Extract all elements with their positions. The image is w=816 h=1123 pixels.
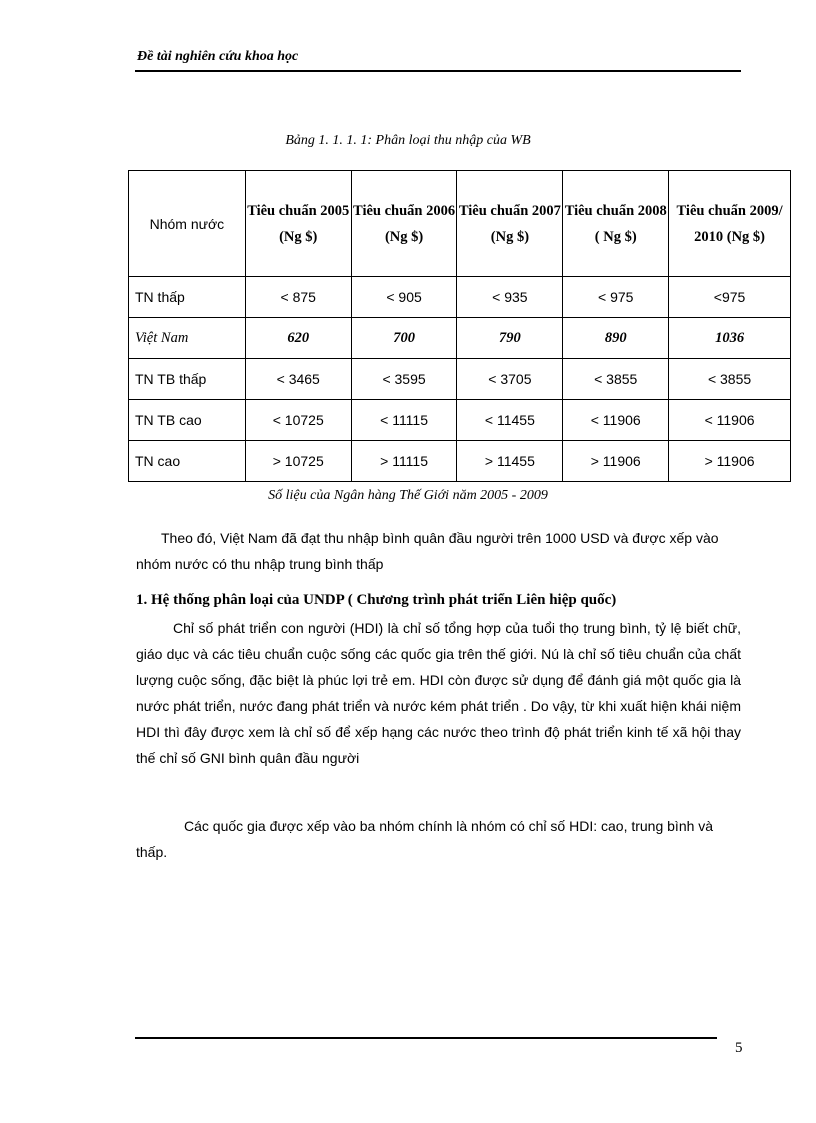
income-classification-table [128,170,791,482]
table-cell: < 3465 [245,359,351,400]
column-header: Nhóm nước [129,171,246,277]
page-number: 5 [735,1040,743,1056]
column-header: Tiêu chuẩn 2005 (Ng $) [245,171,351,277]
table-row [129,359,791,400]
table-cell: > 11455 [457,441,563,482]
paragraph: Chỉ số phát triển con người (HDI) là chỉ số tổng hợp của tuổi thọ trung bình, tỷ lệ biết chữ, giáo dục và các tiêu chuẩn cuộc sống các quốc gia trên thế giới. Nú là chỉ số tiêu chuẩn của chất lượng cuộc sống, đặc biệt là phúc lợi trẻ em. HDI còn được sử dụng để đánh giá một quốc gia là nước phát triển, nước đang phát triển và nước kém phát triển . Do vậy, từ khi xuất hiện khái niệm HDI thì đây được xem là chỉ số để xếp hạng các nước theo trình độ phát triển kinh tế xã hội thay thế chỉ số GNI bình quân đầu người [136,620,741,766]
row-label: Việt Nam [129,318,246,359]
table-source-note: Số liệu của Ngân hàng Thế Giới năm 2005 - 2009 [268,488,548,503]
column-header: Tiêu chuẩn 2007 (Ng $) [457,171,563,277]
table-cell: 1036 [669,318,791,359]
table-row [129,400,791,441]
table-cell: < 3595 [351,359,457,400]
table-cell: 620 [245,318,351,359]
row-label: TN TB cao [129,400,246,441]
header-rule [135,70,741,72]
paragraph: Các quốc gia được xếp vào ba nhóm chính là nhóm có chỉ số HDI: cao, trung bình và thấp. [136,818,714,860]
table-row [129,441,791,482]
table-cell: > 10725 [245,441,351,482]
table-cell: <975 [669,277,791,318]
table-cell: < 905 [351,277,457,318]
table-cell: 890 [563,318,669,359]
table-cell: < 3705 [457,359,563,400]
row-label: TN cao [129,441,246,482]
table-cell: < 935 [457,277,563,318]
table-cell: < 3855 [669,359,791,400]
table-caption: Bảng 1. 1. 1. 1: Phân loại thu nhập của WB [285,133,531,148]
table-row [129,318,791,359]
table-header-row [129,171,791,277]
table-cell: < 3855 [563,359,669,400]
table-cell: > 11906 [669,441,791,482]
column-header: Tiêu chuẩn 2008 ( Ng $) [563,171,669,277]
table-row [129,277,791,318]
table-cell: < 11906 [563,400,669,441]
table-cell: < 10725 [245,400,351,441]
table-cell: < 875 [245,277,351,318]
table-cell: 700 [351,318,457,359]
table-cell: < 11455 [457,400,563,441]
table-cell: < 975 [563,277,669,318]
footer-rule [135,1037,717,1039]
column-header: Tiêu chuẩn 2006 (Ng $) [351,171,457,277]
table-cell: < 11115 [351,400,457,441]
row-label: TN thấp [129,277,246,318]
column-header: Tiêu chuẩn 2009/ 2010 (Ng $) [669,171,791,277]
row-label: TN TB thấp [129,359,246,400]
table-cell: 790 [457,318,563,359]
running-header-title: Đề tài nghiên cứu khoa học [137,49,299,64]
table-cell: > 11115 [351,441,457,482]
section-heading: 1. Hệ thống phân loại của UNDP ( Chương trình phát triển Liên hiệp quốc) [136,592,617,608]
paragraph: Theo đó, Việt Nam đã đạt thu nhập bình quân đầu người trên 1000 USD và được xếp vào nhóm nước có thu nhập trung bình thấp [136,530,719,572]
table-cell: < 11906 [669,400,791,441]
table-cell: > 11906 [563,441,669,482]
